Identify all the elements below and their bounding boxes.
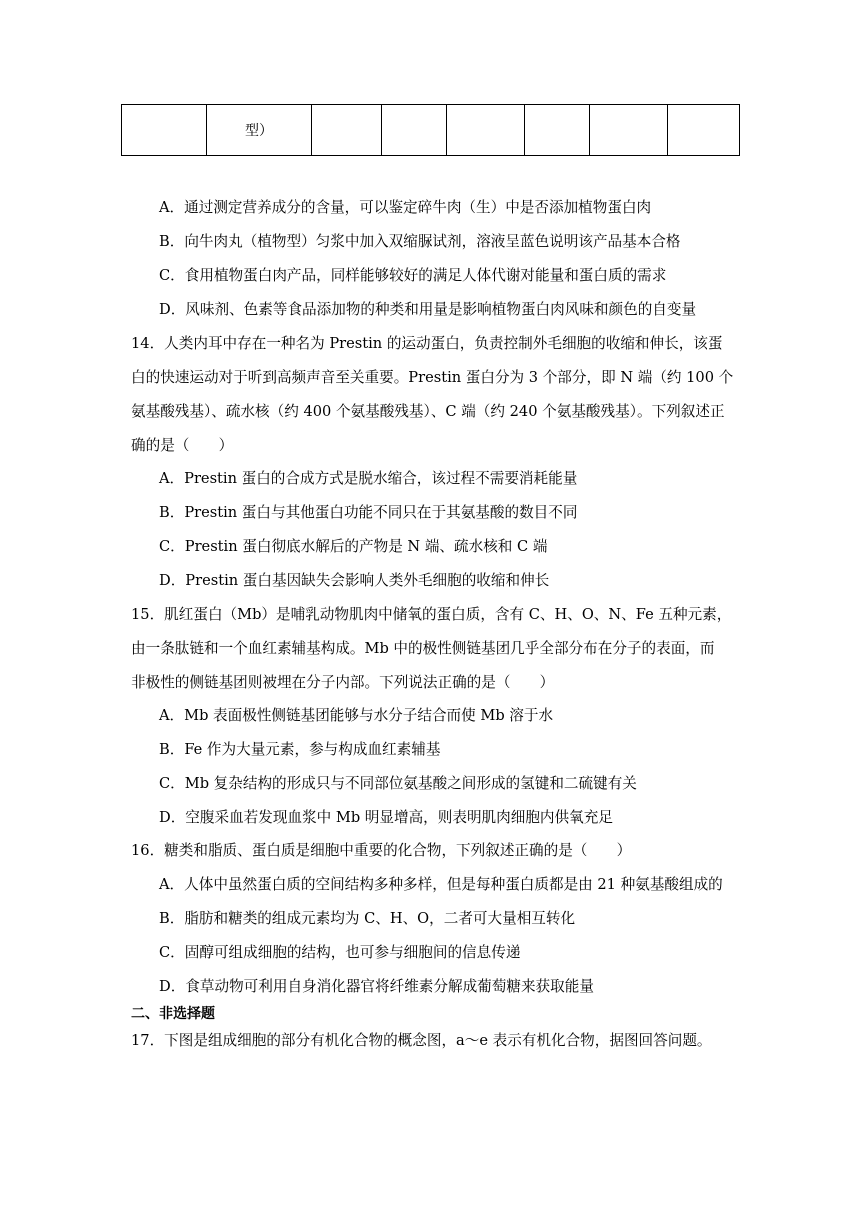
q14-option-c: C．Prestin 蛋白彻底水解后的产物是 N 端、疏水核和 C 端 bbox=[159, 538, 548, 555]
q15-option-d: D．空腹采血若发现血浆中 Mb 明显增高，则表明肌肉细胞内供氧充足 bbox=[159, 809, 613, 826]
q14-stem-line: 白的快速运动对于听到高频声音至关重要。Prestin 蛋白分为 3 个部分，即 N 端（约 100 个 bbox=[131, 369, 734, 386]
table-cell bbox=[382, 105, 447, 156]
q15-stem-line: 15．肌红蛋白（Mb）是哺乳动物肌肉中储氧的蛋白质，含有 C、H、O、N、Fe 五种元素， bbox=[131, 606, 732, 623]
q14-stem-line: 确的是（ ） bbox=[131, 437, 234, 454]
q13-option-b: B．向牛肉丸（植物型）匀浆中加入双缩脲试剂，溶液呈蓝色说明该产品基本合格 bbox=[159, 233, 681, 250]
q16-option-b: B．脂肪和糖类的组成元素均为 C、H、O，二者可大量相互转化 bbox=[159, 910, 576, 927]
table-cell bbox=[122, 105, 207, 156]
q13-option-a: A．通过测定营养成分的含量，可以鉴定碎牛肉（生）中是否添加植物蛋白肉 bbox=[159, 199, 652, 216]
q15-option-a: A．Mb 表面极性侧链基团能够与水分子结合而使 Mb 溶于水 bbox=[159, 707, 554, 724]
q13-option-d: D．风味剂、色素等食品添加物的种类和用量是影响植物蛋白肉风味和颜色的自变量 bbox=[159, 301, 697, 318]
q16-option-c: C．固醇可组成细胞的结构，也可参与细胞间的信息传递 bbox=[159, 944, 521, 961]
q14-stem-line: 氨基酸残基）、疏水核（约 400 个氨基酸残基）、C 端（约 240 个氨基酸残基）。下列叙述正 bbox=[131, 403, 725, 420]
q15-stem-line: 由一条肽链和一个血红素辅基构成。Mb 中的极性侧链基团几乎全部分布在分子的表面，而 bbox=[131, 640, 715, 657]
q17-stem-line: 17．下图是组成细胞的部分有机化合物的概念图，a～e 表示有机化合物，据图回答问题。 bbox=[131, 1032, 712, 1049]
table-cell bbox=[525, 105, 590, 156]
table-cell bbox=[312, 105, 382, 156]
q13-option-c: C．食用植物蛋白肉产品，同样能够较好的满足人体代谢对能量和蛋白质的需求 bbox=[159, 267, 667, 284]
table-cell: 型） bbox=[207, 105, 312, 156]
q14-stem-line: 14．人类内耳中存在一种名为 Prestin 的运动蛋白，负责控制外毛细胞的收缩和伸长，该蛋 bbox=[131, 335, 723, 352]
q16-stem-line: 16．糖类和脂质、蛋白质是细胞中重要的化合物，下列叙述正确的是（ ） bbox=[131, 842, 632, 859]
q16-option-d: D．食草动物可利用自身消化器官将纤维素分解成葡萄糖来获取能量 bbox=[159, 978, 594, 995]
q14-option-b: B．Prestin 蛋白与其他蛋白功能不同只在于其氨基酸的数目不同 bbox=[159, 504, 578, 521]
q15-option-c: C．Mb 复杂结构的形成只与不同部位氨基酸之间形成的氢键和二硫键有关 bbox=[159, 775, 637, 792]
nutrition-table-fragment bbox=[121, 104, 740, 156]
table-row bbox=[122, 105, 740, 156]
q14-option-d: D．Prestin 蛋白基因缺失会影响人类外毛细胞的收缩和伸长 bbox=[159, 572, 550, 589]
q15-option-b: B．Fe 作为大量元素，参与构成血红素辅基 bbox=[159, 741, 441, 758]
table-cell bbox=[668, 105, 740, 156]
q14-option-a: A．Prestin 蛋白的合成方式是脱水缩合，该过程不需要消耗能量 bbox=[159, 470, 578, 487]
section-heading: 二、非选择题 bbox=[131, 1006, 215, 1022]
table-cell bbox=[590, 105, 668, 156]
q15-stem-line: 非极性的侧链基团则被埋在分子内部。下列说法正确的是（ ） bbox=[131, 674, 555, 691]
q16-option-a: A．人体中虽然蛋白质的空间结构多种多样，但是每种蛋白质都是由 21 种氨基酸组成的 bbox=[159, 876, 723, 893]
table-cell bbox=[447, 105, 525, 156]
